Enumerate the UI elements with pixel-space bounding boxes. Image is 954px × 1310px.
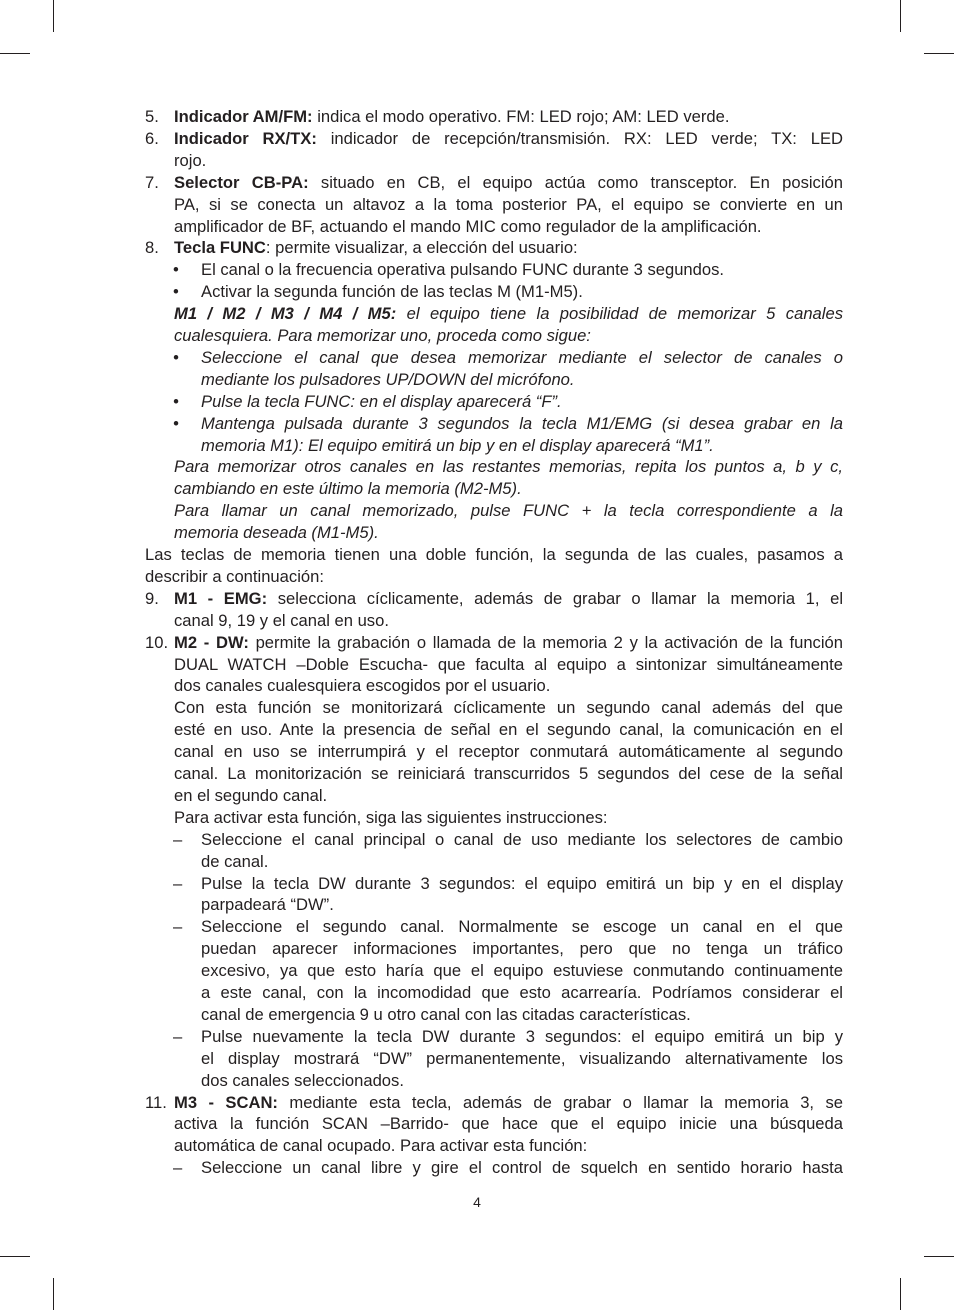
text-line xyxy=(201,960,843,982)
text-line xyxy=(174,106,729,128)
text-line xyxy=(201,1070,404,1092)
line-text: mediante los pulsadores UP/DOWN del micrófono. xyxy=(201,370,575,389)
bullet-marker: • xyxy=(173,282,179,301)
text-line xyxy=(174,675,550,697)
line-text: canal. La monitorización se reiniciará transcurridos 5 segundos del cese de la señal xyxy=(174,764,843,783)
line-text: : permite visualizar, a elección del usuario: xyxy=(265,238,578,257)
line-text: Seleccione un canal libre y gire el control de squelch en sentido horario hasta xyxy=(201,1158,843,1177)
line-text: cambiando en este último la memoria (M2-M5). xyxy=(174,479,522,498)
line-text: el equipo tiene la posibilidad de memorizar 5 canales xyxy=(396,304,843,323)
line-text: en el segundo canal. xyxy=(174,786,328,805)
line-text: situado en CB, el equipo actúa como transceptor. En posición xyxy=(308,173,843,192)
list-number: 5. xyxy=(145,107,159,126)
text-line xyxy=(201,1157,843,1179)
line-text: parpadeará “DW”. xyxy=(201,895,334,914)
bold-term: M1 - EMG: xyxy=(174,589,268,608)
crop-mark xyxy=(0,53,30,54)
line-text: Seleccione el canal principal o canal de uso mediante los selectores de cambio xyxy=(201,830,843,849)
line-text: mediante esta tecla, además de grabar o llamar la memoria 3, se xyxy=(277,1093,843,1112)
line-text: Para memorizar otros canales en las restantes memorias, repita los puntos a, b y c, xyxy=(174,457,843,476)
list-number: 9. xyxy=(145,589,159,608)
text-line xyxy=(201,391,562,413)
text-line xyxy=(201,259,724,281)
text-line xyxy=(201,347,843,369)
text-line xyxy=(201,435,714,457)
line-text: cualesquiera. Para memorizar uno, proceda como sigue: xyxy=(174,326,591,345)
crop-mark xyxy=(900,1278,901,1310)
line-text: PA, si se conecta un altavoz a la toma posterior PA, el equipo se convierte en un xyxy=(174,195,843,214)
text-line xyxy=(174,172,843,194)
text-line xyxy=(174,654,843,676)
text-line xyxy=(201,829,843,851)
bold-term: Selector CB-PA: xyxy=(174,173,309,192)
text-line xyxy=(174,785,327,807)
line-text: Mantenga pulsada durante 3 segundos la tecla M1/EMG (si desea grabar en la xyxy=(201,414,843,433)
text-line xyxy=(174,128,843,150)
line-text: a este canal, con la incomodidad que esto acarrearía. Podríamos considerar el xyxy=(201,983,843,1002)
line-text: dos canales cualesquiera escogidos por el usuario. xyxy=(174,676,551,695)
text-line xyxy=(174,719,843,741)
bullet-marker: • xyxy=(173,414,179,433)
list-number: 8. xyxy=(145,238,159,257)
text-line xyxy=(174,194,843,216)
text-line xyxy=(174,763,843,785)
text-line xyxy=(174,610,389,632)
line-text: de canal. xyxy=(201,852,269,871)
text-line xyxy=(174,237,578,259)
crop-mark xyxy=(53,1278,54,1310)
line-text: rojo. xyxy=(174,151,207,170)
text-line xyxy=(201,873,843,895)
bold-term: M2 - DW: xyxy=(174,633,249,652)
text-line xyxy=(201,369,575,391)
line-text: permite la grabación o llamada de la memoria 2 y la activación de la función xyxy=(248,633,843,652)
line-text: canal de emergencia 9 u otro canal con las citadas características. xyxy=(201,1005,691,1024)
line-text: Para llamar un canal memorizado, pulse FUNC + la tecla correspondiente a la xyxy=(174,501,843,520)
crop-mark xyxy=(924,1256,954,1257)
page-number: 4 xyxy=(473,1194,481,1210)
bold-term: Tecla FUNC xyxy=(174,238,266,257)
list-number: 6. xyxy=(145,129,159,148)
text-line xyxy=(201,982,843,1004)
line-text: canal 9, 19 y el canal en uso. xyxy=(174,611,389,630)
bold-term: Indicador AM/FM: xyxy=(174,107,313,126)
line-text: Pulse la tecla DW durante 3 segundos: el equipo emitirá un bip y en el display xyxy=(201,874,843,893)
list-number: 11. xyxy=(145,1093,167,1112)
bullet-marker: • xyxy=(173,348,179,367)
list-number: 7. xyxy=(145,173,159,192)
crop-mark xyxy=(900,0,901,32)
list-number: 10. xyxy=(145,633,169,652)
text-line xyxy=(174,216,762,238)
text-line xyxy=(174,741,843,763)
line-text: Con esta función se monitorizará cíclicamente un segundo canal además del que xyxy=(174,698,843,717)
line-text: memoria M1): El equipo emitirá un bip y en el display aparecerá “M1”. xyxy=(201,436,714,455)
line-text: canal en uso se interrumpirá y el receptor conmutará automáticamente al segundo xyxy=(174,742,843,761)
bold-term: Indicador RX/TX: xyxy=(174,129,317,148)
text-line xyxy=(174,588,843,610)
text-line xyxy=(201,281,583,303)
crop-mark xyxy=(924,53,954,54)
text-line xyxy=(201,1004,691,1026)
bold-term: M3 - SCAN: xyxy=(174,1093,278,1112)
line-text: esté en uso. Ante la presencia de señal en el segundo canal, la comunicación en el xyxy=(174,720,843,739)
text-line xyxy=(201,916,843,938)
text-line xyxy=(174,1113,843,1135)
line-text: excesivo, ya que esto haría que el equipo estuviese conmutando continuamente xyxy=(201,961,843,980)
text-line xyxy=(174,150,206,172)
text-line xyxy=(201,894,334,916)
text-line xyxy=(174,456,843,478)
line-text: El canal o la frecuencia operativa pulsando FUNC durante 3 segundos. xyxy=(201,260,725,279)
dash-marker: – xyxy=(173,1158,183,1177)
line-text: Para activar esta función, siga las siguientes instrucciones: xyxy=(174,808,608,827)
dash-marker: – xyxy=(173,830,183,849)
text-line xyxy=(145,566,324,588)
text-line xyxy=(201,938,843,960)
text-line xyxy=(174,478,522,500)
text-line xyxy=(174,1135,587,1157)
crop-mark xyxy=(53,0,54,32)
line-text: Pulse nuevamente la tecla DW durante 3 segundos: el equipo emitirá un bip y xyxy=(201,1027,843,1046)
text-line xyxy=(145,544,843,566)
bold-term: M1 / M2 / M3 / M4 / M5: xyxy=(174,304,397,323)
bullet-marker: • xyxy=(173,392,179,411)
dash-marker: – xyxy=(173,1027,183,1046)
text-line xyxy=(174,500,843,522)
dash-marker: – xyxy=(173,874,183,893)
line-text: indica el modo operativo. FM: LED rojo; AM: LED verde. xyxy=(312,107,730,126)
line-text: memoria deseada (M1-M5). xyxy=(174,523,379,542)
line-text: activa la función SCAN –Barrido- que hace que el equipo inicie una búsqueda xyxy=(174,1114,843,1133)
line-text: puedan aparecer informaciones importantes, pero que no tenga un tráfico xyxy=(201,939,843,958)
dash-marker: – xyxy=(173,917,183,936)
line-text: describir a continuación: xyxy=(145,567,324,586)
line-text: automática de canal ocupado. Para activar esta función: xyxy=(174,1136,588,1155)
bullet-marker: • xyxy=(173,260,179,279)
text-line xyxy=(174,522,379,544)
line-text: Las teclas de memoria tienen una doble función, la segunda de las cuales, pasamos a xyxy=(145,545,843,564)
crop-mark xyxy=(0,1256,30,1257)
text-line xyxy=(201,1026,843,1048)
text-line xyxy=(174,303,843,325)
text-line xyxy=(174,807,608,829)
text-line xyxy=(201,851,268,873)
line-text: el display mostrará “DW” permanentemente, visualizando alternativamente los xyxy=(201,1049,843,1068)
line-text: DUAL WATCH –Doble Escucha- que faculta al equipo a sintonizar simultáneamente xyxy=(174,655,843,674)
line-text: Seleccione el canal que desea memorizar mediante el selector de canales o xyxy=(201,348,843,367)
text-line xyxy=(201,1048,843,1070)
line-text: Pulse la tecla FUNC: en el display aparecerá “F”. xyxy=(201,392,562,411)
text-line xyxy=(174,325,591,347)
line-text: Seleccione el segundo canal. Normalmente se escoge un canal en el que xyxy=(201,917,843,936)
text-line xyxy=(174,697,843,719)
line-text: amplificador de BF, actuando el mando MIC como regulador de la amplificación. xyxy=(174,217,762,236)
line-text: selecciona cíclicamente, además de grabar o llamar la memoria 1, el xyxy=(267,589,844,608)
text-line xyxy=(201,413,843,435)
line-text: dos canales seleccionados. xyxy=(201,1071,404,1090)
text-line xyxy=(174,1092,843,1114)
line-text: Activar la segunda función de las teclas M (M1-M5). xyxy=(201,282,583,301)
text-line xyxy=(174,632,843,654)
line-text: indicador de recepción/transmisión. RX: LED verde; TX: LED xyxy=(316,129,844,148)
